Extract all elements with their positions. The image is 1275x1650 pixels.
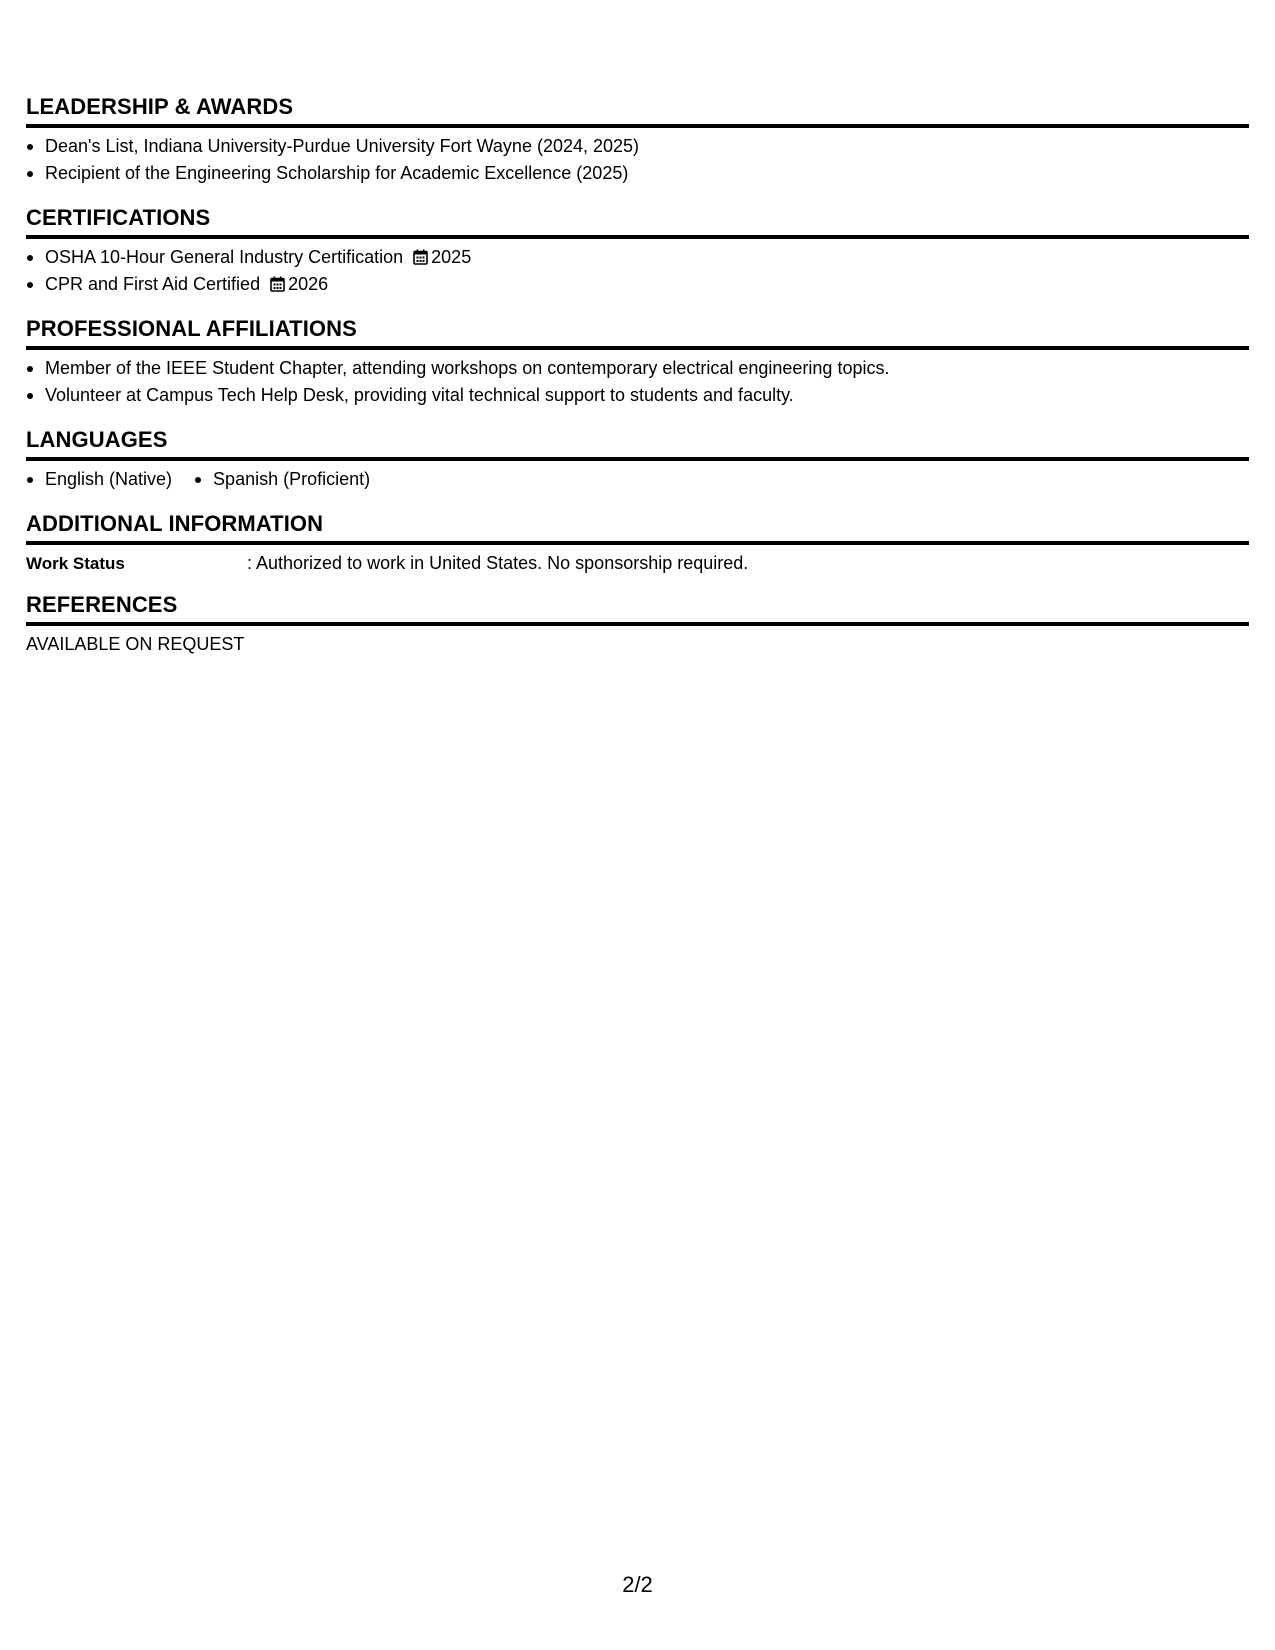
certification-year: 2025	[431, 247, 472, 267]
languages-section	[26, 427, 1249, 493]
section-title-languages: LANGUAGES	[26, 427, 1249, 461]
list-item	[26, 244, 1249, 271]
leadership-list	[26, 133, 1249, 187]
section-title-additional-info: ADDITIONAL INFORMATION	[26, 511, 1249, 545]
section-title-references: REFERENCES	[26, 592, 1249, 626]
languages-list	[26, 466, 1249, 493]
section-title-affiliations: PROFESSIONAL AFFILIATIONS	[26, 316, 1249, 350]
leadership-section	[26, 94, 1249, 187]
page-number: 2/2	[622, 1572, 653, 1597]
affiliations-list	[26, 355, 1249, 409]
certification-name: OSHA 10-Hour General Industry Certification	[45, 247, 404, 267]
language-item: Spanish (Proficient)	[194, 466, 370, 493]
references-section	[26, 592, 1249, 658]
references-text: AVAILABLE ON REQUEST	[26, 634, 245, 654]
work-status-label: Work Status	[26, 554, 125, 573]
list-item: Member of the IEEE Student Chapter, attending workshops on contemporary electrical engineering topics.	[26, 355, 1249, 382]
list-item: Volunteer at Campus Tech Help Desk, providing vital technical support to students and faculty.	[26, 382, 1249, 409]
list-item	[26, 271, 1249, 298]
certifications-list	[26, 244, 1249, 298]
language-item: English (Native)	[26, 466, 172, 493]
certifications-section	[26, 205, 1249, 298]
affiliations-section	[26, 316, 1249, 409]
work-status-value: : Authorized to work in United States. No sponsorship required.	[247, 553, 749, 573]
section-title-leadership: LEADERSHIP & AWARDS	[26, 94, 1249, 128]
list-item: Dean's List, Indiana University-Purdue University Fort Wayne (2024, 2025)	[26, 133, 1249, 160]
calendar-icon	[413, 249, 428, 265]
list-item: Recipient of the Engineering Scholarship for Academic Excellence (2025)	[26, 160, 1249, 187]
calendar-icon	[270, 276, 285, 292]
certification-name: CPR and First Aid Certified	[45, 274, 261, 294]
additional-info-section	[26, 511, 1249, 577]
work-status-row	[26, 550, 1249, 577]
section-title-certifications: CERTIFICATIONS	[26, 205, 1249, 239]
certification-year: 2026	[288, 274, 329, 294]
